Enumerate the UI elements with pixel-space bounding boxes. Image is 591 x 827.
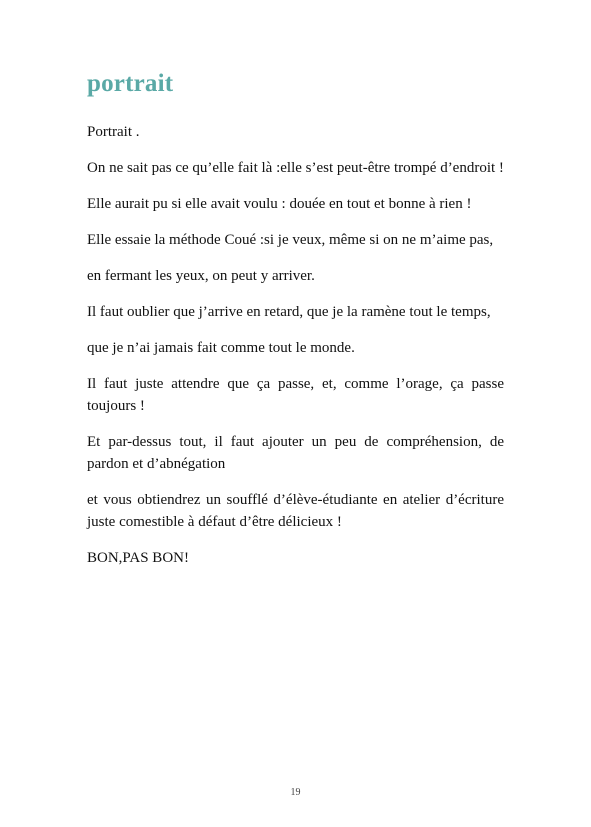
page-title: portrait xyxy=(87,70,174,97)
paragraph-4: Elle essaie la méthode Coué :si je veux, même si on ne m’aime pas, xyxy=(87,232,494,248)
paragraph-8: Il faut juste attendre que ça passe, et, comme l’orage, ça passe toujours ! xyxy=(87,376,504,414)
paragraph-2: On ne sait pas ce qu’elle fait là :elle s’est peut-être trompé d’endroit ! xyxy=(87,160,504,176)
paragraph-9: Et par-dessus tout, il faut ajouter un peu de compréhension, de pardon et d’abnégation xyxy=(87,434,504,472)
paragraph-5: en fermant les yeux, on peut y arriver. xyxy=(87,268,315,284)
page-number: 19 xyxy=(290,787,301,798)
paragraph-1: Portrait . xyxy=(87,124,140,140)
paragraph-10: et vous obtiendrez un soufflé d’élève-étudiante en atelier d’écriture juste comestible à défaut d’être délicieux ! xyxy=(87,492,504,530)
paragraph-3: Elle aurait pu si elle avait voulu : douée en tout et bonne à rien ! xyxy=(87,196,472,212)
paragraph-7: que je n’ai jamais fait comme tout le monde. xyxy=(87,340,355,356)
paragraph-6: Il faut oublier que j’arrive en retard, que je la ramène tout le temps, xyxy=(87,304,491,320)
body-text xyxy=(87,121,504,583)
paragraph-11: BON,PAS BON! xyxy=(87,550,189,566)
